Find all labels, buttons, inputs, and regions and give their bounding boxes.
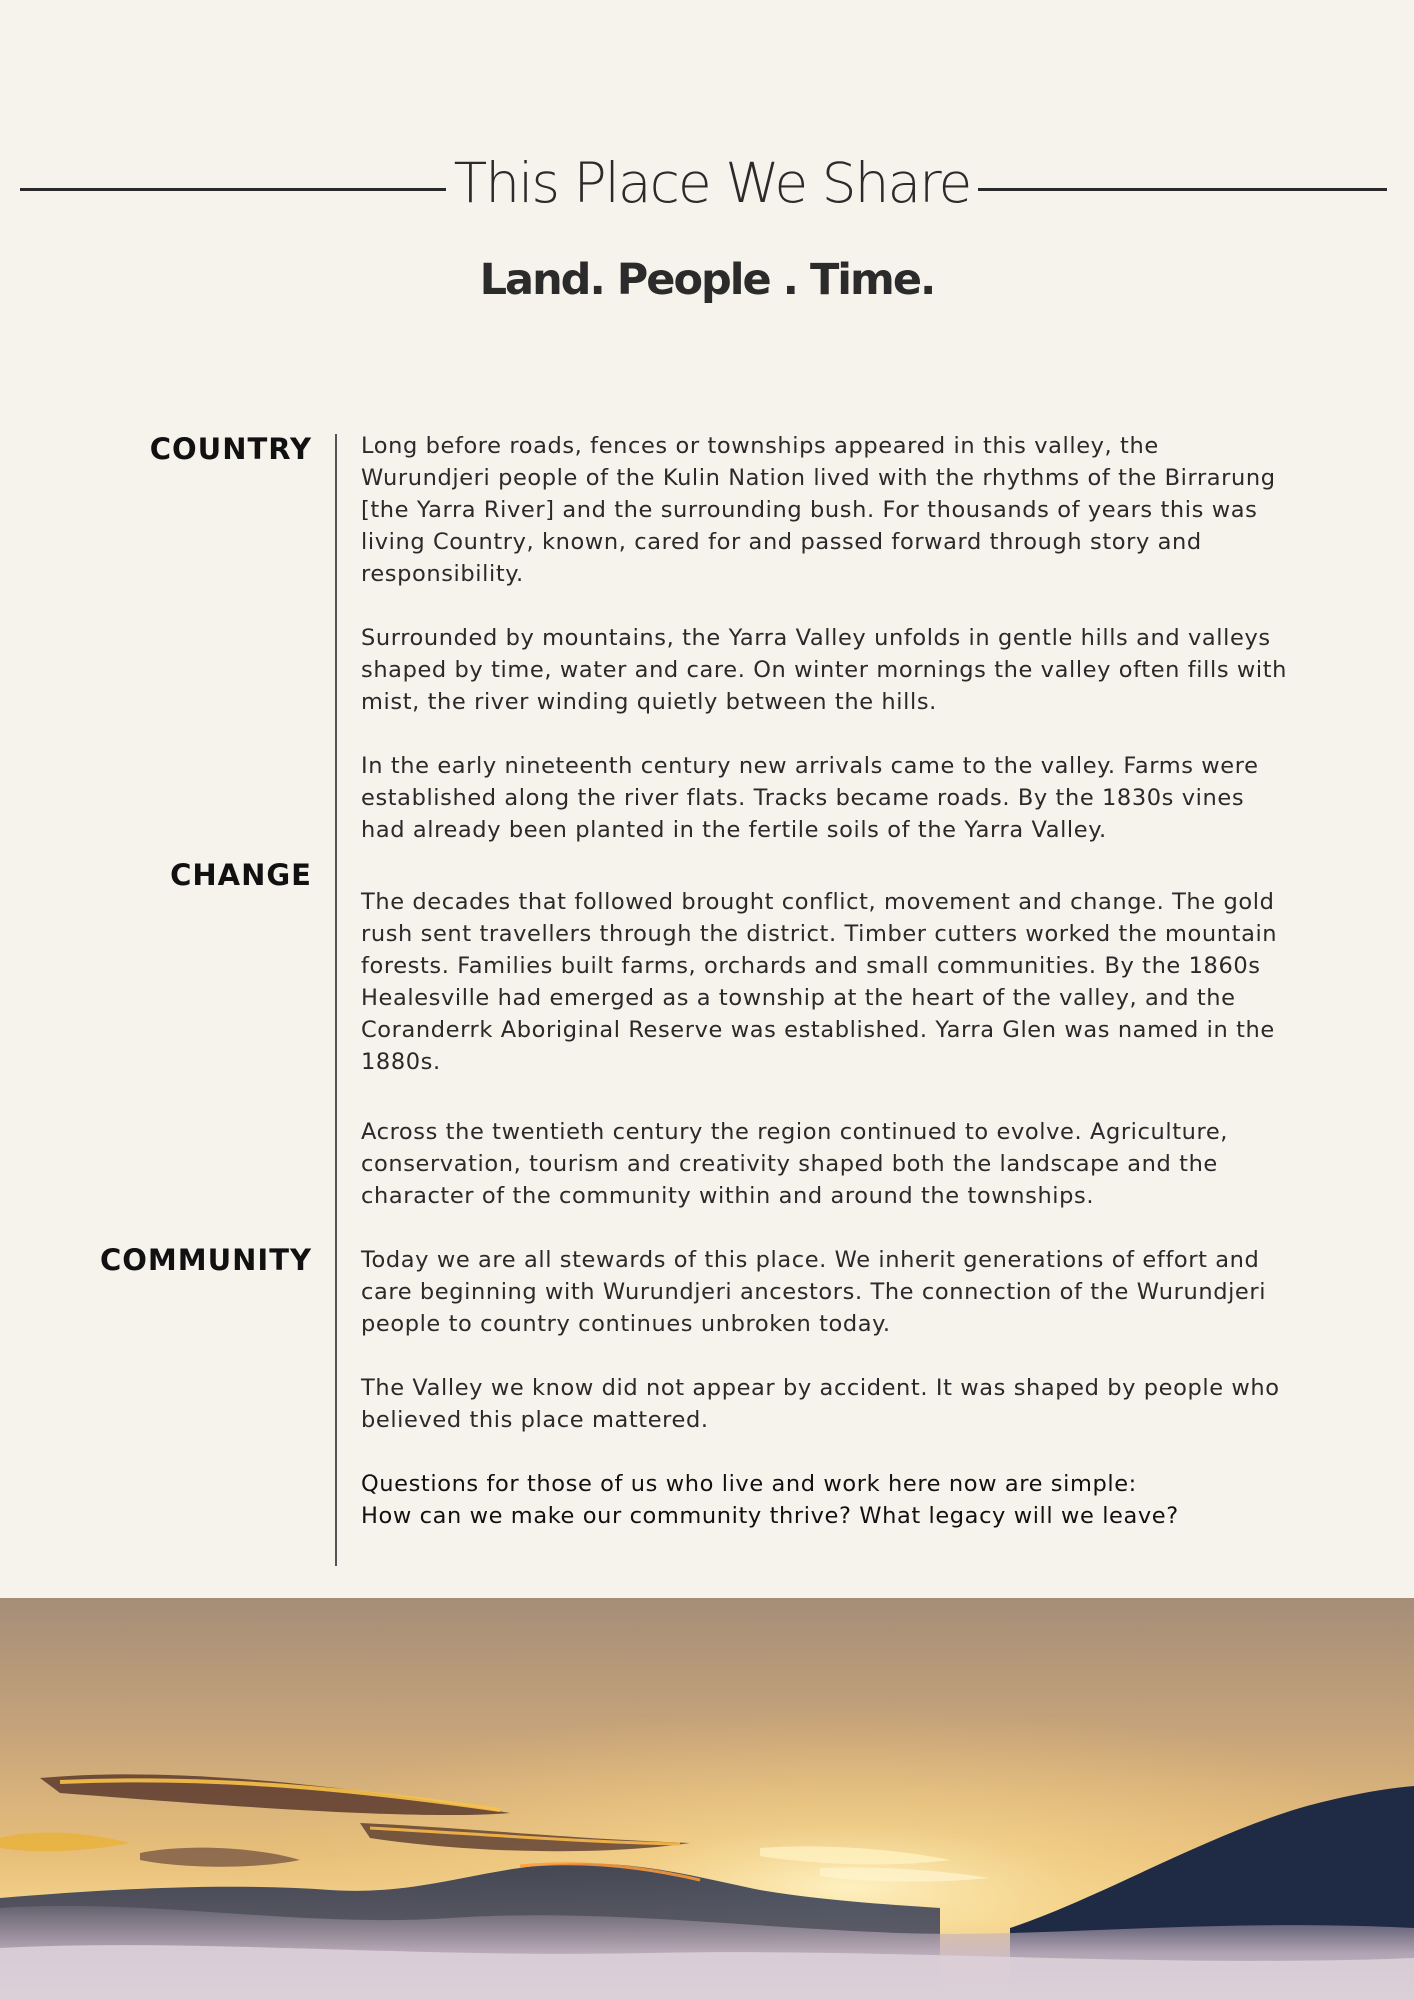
section-label-change: CHANGE [170,858,312,892]
valley-sunrise-photo [0,1598,1414,2000]
questions-line-2: How can we make our community thrive? What legacy will we leave? [361,1503,1179,1529]
paragraph-country-3: In the early nineteenth century new arrivals came to the valley. Farms were established along the river flats. Tracks became roads. By the 1830s vines had already been planted in the fertile soils of the Yarra Valley. [361,753,1259,843]
paragraph-change-2: Across the twentieth century the region continued to evolve. Agriculture, conservation, tourism and creativity shaped both the landscape and the character of the community within and around the townships. [361,1119,1229,1209]
title-rule-right [978,188,1387,191]
valley-sunrise-illustration [0,1598,1414,2000]
questions-line-1: Questions for those of us who live and work here now are simple: [361,1471,1137,1497]
closing-questions [361,1468,1291,1532]
paragraph-change-1: The decades that followed brought conflict, movement and change. The gold rush sent travellers through the district. Timber cutters worked the mountain forests. Families built farms, orchards and small communities. By the 1860s Healesville had emerged as a township at the heart of the valley, and the Coranderrk Aboriginal Reserve was established. Yarra Glen was named in the 1880s. [361,889,1278,1075]
page-subtitle: Land. People . Time. [479,255,935,305]
paragraph-community-2: The Valley we know did not appear by accident. It was shaped by people who believed this place mattered. [361,1375,1280,1433]
vertical-divider [335,434,337,1566]
section-label-community: COMMUNITY [99,1243,312,1277]
title-rule-left [20,188,446,191]
title-row [20,148,1366,218]
paragraph-country-2: Surrounded by mountains, the Yarra Valley unfolds in gentle hills and valleys shaped by time, water and care. On winter mornings the valley often fills with mist, the river winding quietly between the hills. [361,625,1288,715]
paragraph-country-1: Long before roads, fences or townships appeared in this valley, the Wurundjeri people of the Kulin Nation lived with the rhythms of the Birrarung [the Yarra River] and the surrounding bush. For thousands of years this was living Country, known, cared for and passed forward through story and responsibility. [361,433,1276,587]
paragraph-community-1: Today we are all stewards of this place. We inherit generations of effort and care beginning with Wurundjeri ancestors. The connection of the Wurundjeri people to country continues unbroken today. [361,1247,1267,1337]
page-title: This Place We Share [453,151,971,215]
section-label-country: COUNTRY [149,432,312,466]
